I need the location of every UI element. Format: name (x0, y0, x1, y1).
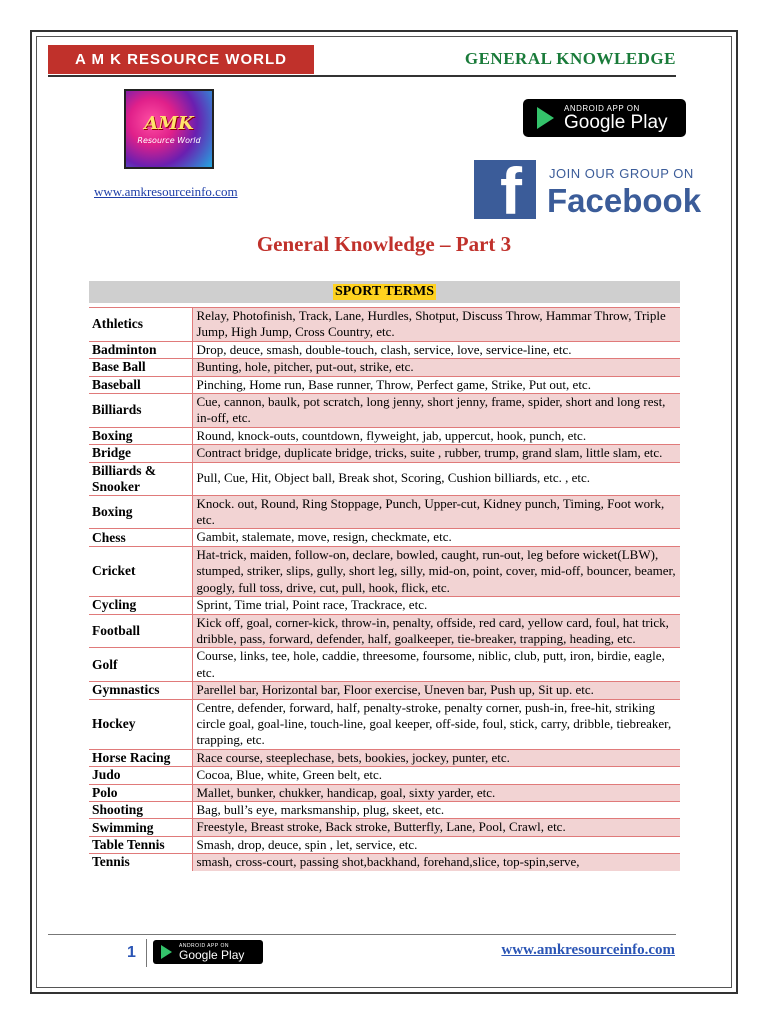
sport-name: Swimming (89, 819, 192, 836)
sport-terms: Cue, cannon, baulk, pot scratch, long jenny, short jenny, frame, spider, short and long rest, in-off, etc. (192, 394, 680, 428)
table-row (89, 529, 680, 546)
terms-table (89, 307, 680, 871)
sport-terms: Cocoa, Blue, white, Green belt, etc. (192, 767, 680, 784)
sport-name: Golf (89, 648, 192, 682)
table-row (89, 682, 680, 699)
sport-name: Hockey (89, 699, 192, 749)
sport-terms: Bag, bull’s eye, marksmanship, plug, skeet, etc. (192, 801, 680, 818)
sport-terms: Kick off, goal, corner-kick, throw-in, penalty, offside, red card, yellow card, foul, hat trick, dribble, pass, forward, defender, half, goalkeeper, tie-breaker, trapping, heading, etc. (192, 614, 680, 648)
table-row (89, 341, 680, 358)
table-row (89, 462, 680, 495)
sport-terms: Drop, deuce, smash, double-touch, clash, service, love, service-line, etc. (192, 341, 680, 358)
table-row (89, 546, 680, 596)
table-row (89, 445, 680, 462)
sport-name: Baseball (89, 376, 192, 393)
sport-terms: Hat-trick, maiden, follow-on, declare, bowled, caught, run-out, leg before wicket(LBW), stumped, striker, slips, gully, short leg, silly, mid-on, point, cover, mid-off, bouncer, beamer, googly, full toss, drive, cut, pull, hook, flick, etc. (192, 546, 680, 596)
table-row (89, 854, 680, 871)
table-row (89, 427, 680, 444)
sport-name: Boxing (89, 427, 192, 444)
sport-name: Base Ball (89, 359, 192, 376)
sport-terms: Pinching, Home run, Base runner, Throw, Perfect game, Strike, Put out, etc. (192, 376, 680, 393)
header-divider (48, 75, 676, 77)
sport-terms: Relay, Photofinish, Track, Lane, Hurdles, Shotput, Discuss Throw, Hammar Throw, Triple Jump, High Jump, Cross Country, etc. (192, 308, 680, 342)
table-row (89, 836, 680, 853)
table-row (89, 597, 680, 614)
google-play-badge[interactable] (523, 99, 686, 137)
sport-name: Judo (89, 767, 192, 784)
table-caption (89, 281, 680, 303)
brand-name: A M K RESOURCE WORLD (75, 51, 287, 68)
table-row (89, 394, 680, 428)
table-caption-text: SPORT TERMS (335, 284, 434, 299)
sport-terms: Gambit, stalemate, move, resign, checkmate, etc. (192, 529, 680, 546)
amk-logo (124, 89, 214, 169)
sport-name: Cycling (89, 597, 192, 614)
sport-terms: Parellel bar, Horizontal bar, Floor exercise, Uneven bar, Push up, Sit up. etc. (192, 682, 680, 699)
sport-name: Football (89, 614, 192, 648)
sport-terms: Pull, Cue, Hit, Object ball, Break shot, Scoring, Cushion billiards, etc. , etc. (192, 462, 680, 495)
table-row (89, 359, 680, 376)
section-heading: GENERAL KNOWLEDGE (464, 49, 676, 68)
table-row (89, 801, 680, 818)
facebook-icon[interactable]: f (474, 160, 536, 219)
sport-name: Horse Racing (89, 749, 192, 766)
footer-google-play-text: Google Play (179, 948, 245, 962)
page-title: General Knowledge – Part 3 (256, 232, 512, 256)
footer-google-play-small-text: ANDROID APP ON (179, 943, 229, 949)
google-play-icon (537, 107, 554, 129)
footer-separator (146, 939, 147, 967)
sport-name: Gymnastics (89, 682, 192, 699)
logo-subtext: Resource World (137, 136, 201, 145)
footer-google-play-badge[interactable] (153, 940, 263, 964)
sport-terms: Sprint, Time trial, Point race, Trackrace, etc. (192, 597, 680, 614)
sport-name: Tennis (89, 854, 192, 871)
sport-name: Polo (89, 784, 192, 801)
table-row (89, 699, 680, 749)
sport-name: Cricket (89, 546, 192, 596)
sport-name: Billiards & Snooker (89, 462, 192, 495)
page-number: 1 (127, 944, 136, 961)
sport-name: Table Tennis (89, 836, 192, 853)
table-row (89, 614, 680, 648)
logo-text: AMK (144, 113, 194, 134)
sport-terms: smash, cross-court, passing shot,backhand, forehand,slice, top-spin,serve, (192, 854, 680, 871)
sport-terms: Freestyle, Breast stroke, Back stroke, Butterfly, Lane, Pool, Crawl, etc. (192, 819, 680, 836)
table-row (89, 767, 680, 784)
facebook-wordmark[interactable]: Facebook (547, 182, 702, 219)
sport-terms: Knock. out, Round, Ring Stoppage, Punch, Upper-cut, Kidney punch, Timing, Foot work, etc. (192, 495, 680, 529)
sport-name: Billiards (89, 394, 192, 428)
table-row (89, 308, 680, 342)
table-row (89, 819, 680, 836)
table-row (89, 784, 680, 801)
google-play-text: Google Play (564, 112, 668, 133)
sport-terms: Smash, drop, deuce, spin , let, service, etc. (192, 836, 680, 853)
sport-terms: Bunting, hole, pitcher, put-out, strike, etc. (192, 359, 680, 376)
sport-terms: Mallet, bunker, chukker, handicap, goal, sixty yarder, etc. (192, 784, 680, 801)
table-row (89, 495, 680, 529)
google-play-small-text: ANDROID APP ON (564, 104, 640, 113)
sport-terms: Contract bridge, duplicate bridge, tricks, suite , rubber, trump, grand slam, little slam, etc. (192, 445, 680, 462)
google-play-icon (161, 945, 172, 959)
sport-terms: Course, links, tee, hole, caddie, threesome, foursome, niblic, club, putt, iron, birdie, eagle, etc. (192, 648, 680, 682)
sport-name: Badminton (89, 341, 192, 358)
table-row (89, 749, 680, 766)
sport-terms-table (89, 281, 680, 871)
sport-terms: Round, knock-outs, countdown, flyweight, jab, uppercut, hook, punch, etc. (192, 427, 680, 444)
facebook-join-text[interactable]: JOIN OUR GROUP ON (549, 166, 694, 181)
sport-name: Bridge (89, 445, 192, 462)
table-row (89, 376, 680, 393)
brand-banner (48, 45, 314, 74)
table-row (89, 648, 680, 682)
sport-name: Athletics (89, 308, 192, 342)
footer-divider (48, 934, 676, 935)
sport-terms: Centre, defender, forward, half, penalty-stroke, penalty corner, push-in, free-hit, striking circle goal, goal-line, touch-line, goal keeper, off-side, foul, stick, carry, dribble, tiebreaker, trapping, etc. (192, 699, 680, 749)
sport-terms: Race course, steeplechase, bets, bookies, jockey, punter, etc. (192, 749, 680, 766)
website-link[interactable]: www.amkresourceinfo.com (94, 184, 238, 199)
footer-website-link[interactable]: www.amkresourceinfo.com (501, 942, 675, 958)
sport-name: Chess (89, 529, 192, 546)
sport-name: Shooting (89, 801, 192, 818)
sport-name: Boxing (89, 495, 192, 529)
